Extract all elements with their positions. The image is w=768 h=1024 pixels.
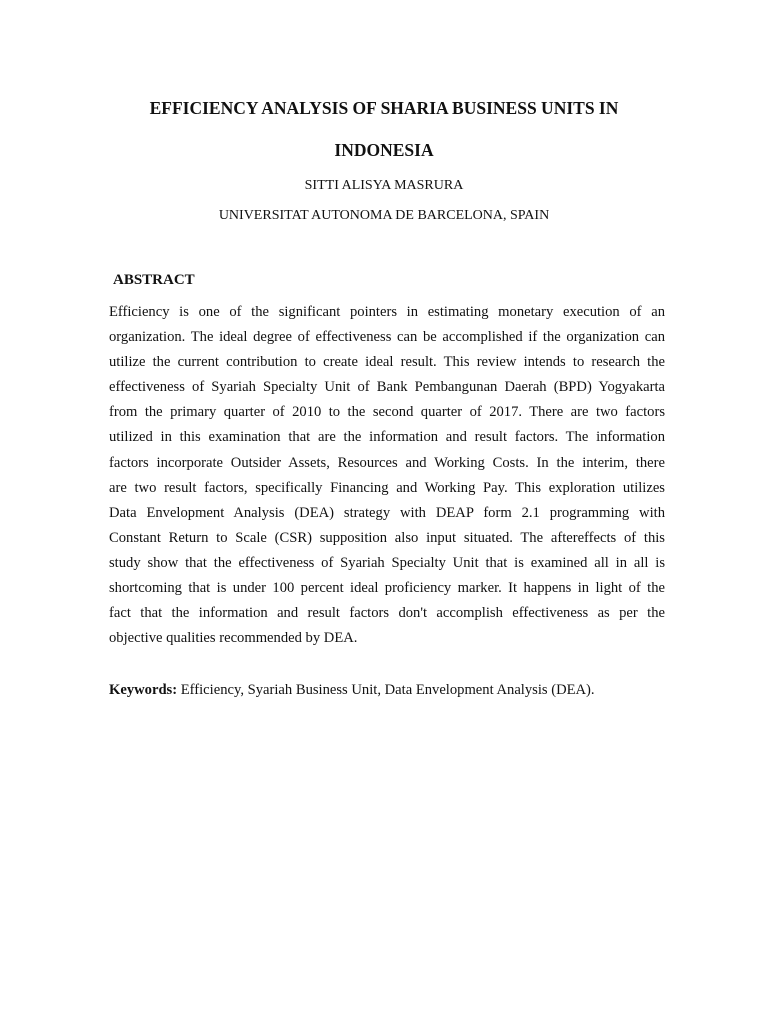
abstract-line: organization. The ideal degree of effectiveness can be accomplished if the organization can [109,329,665,346]
paper-title-line-1: EFFICIENCY ANALYSIS OF SHARIA BUSINESS UNITS IN [149,98,619,118]
abstract-line: shortcoming that is under 100 percent ideal proficiency marker. It happens in light of the [109,580,665,597]
abstract-line: objective qualities recommended by DEA. [109,630,358,647]
abstract-line: effectiveness of Syariah Specialty Unit of Bank Pembangunan Daerah (BPD) Yogyakarta [109,379,665,396]
abstract-line: Data Envelopment Analysis (DEA) strategy with DEAP form 2.1 programming with [109,504,665,521]
keywords-label: Keywords: [109,682,178,698]
abstract-line: study show that the effectiveness of Syariah Specialty Unit that is examined all in all is [109,554,665,571]
abstract-line: from the primary quarter of 2010 to the second quarter of 2017. There are two factors [109,404,665,421]
abstract-line: factors incorporate Outsider Assets, Resources and Working Costs. In the interim, there [109,454,665,471]
keywords [109,681,595,699]
abstract-body [109,300,665,651]
paper-title-line-2: INDONESIA [334,140,434,160]
author-affiliation: UNIVERSITAT AUTONOMA DE BARCELONA, SPAIN [218,208,550,223]
author-name: SITTI ALISYA MASRURA [304,178,464,193]
abstract-line: utilized in this examination that are the information and result factors. The information [109,429,665,446]
abstract-line: utilize the current contribution to create ideal result. This review intends to research the [109,354,665,371]
abstract-line: Constant Return to Scale (CSR) supposition also input situated. The aftereffects of this [109,529,665,546]
abstract-heading: ABSTRACT [113,272,195,288]
abstract-line: fact that the information and result factors don't accomplish effectiveness as per the [109,605,665,622]
abstract-line: are two result factors, specifically Financing and Working Pay. This exploration utilizes [109,479,665,496]
keywords-text: Efficiency, Syariah Business Unit, Data Envelopment Analysis (DEA). [177,682,595,698]
abstract-line: Efficiency is one of the significant pointers in estimating monetary execution of an [109,304,665,320]
